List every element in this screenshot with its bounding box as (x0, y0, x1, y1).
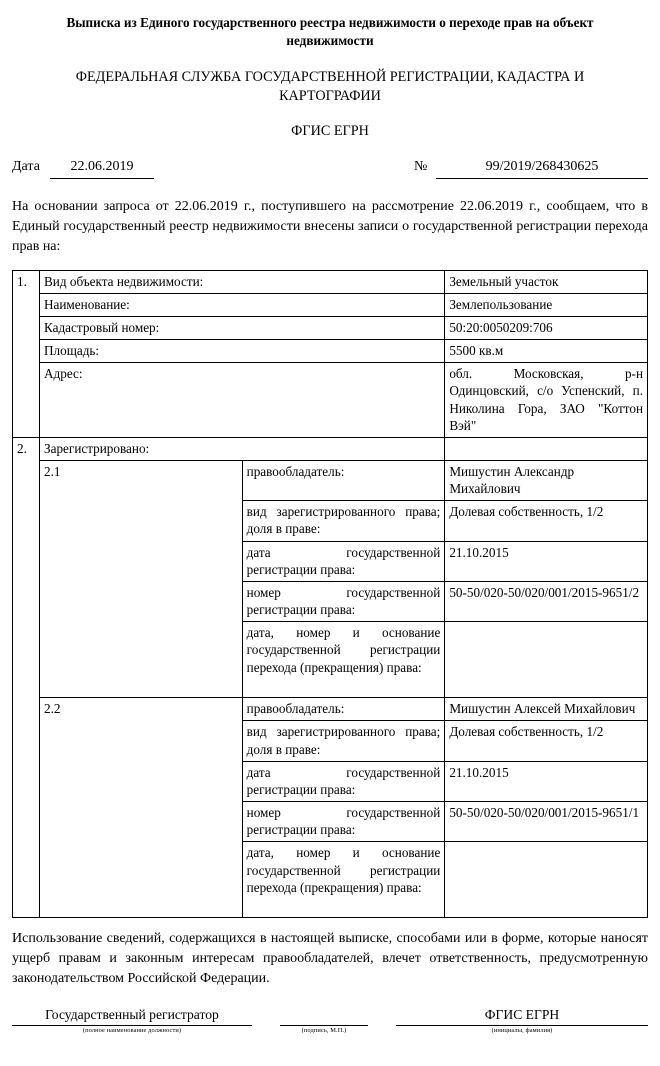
system-name: ФГИС ЕГРН (291, 122, 369, 139)
row-value: Долевая собственность, 1/2 (445, 721, 648, 761)
row-value: 50-50/020-50/020/001/2015-9651/2 (445, 581, 648, 621)
organization-name: ФЕДЕРАЛЬНАЯ СЛУЖБА ГОСУДАРСТВЕННОЙ РЕГИСТРАЦИИ, КАДАСТРА И КАРТОГРАФИИ (75, 68, 585, 104)
row-label: Адрес: (40, 363, 445, 438)
intro-paragraph: На основании запроса от 22.06.2019 г., поступившего на рассмотрение 22.06.2019 г., сообщаем, что в Единый государственный реестр недвижимости внесены записи о государственной регистрации перехода прав на: (12, 198, 648, 254)
row-label: Кадастровый номер: (40, 316, 445, 339)
holder-index: 2.2 (40, 698, 243, 918)
row-label: правообладатель: (242, 461, 445, 501)
row-label: дата государственной регистрации права: (242, 541, 445, 581)
row-label: Вид объекта недвижимости: (40, 270, 445, 293)
row-label: номер государственной регистрации права: (242, 802, 445, 842)
holder-index: 2.1 (40, 461, 243, 698)
document-title: Выписка из Единого государственного реестра недвижимости о переходе прав на объект недвижимости (66, 15, 594, 48)
registrar-caption: (полное наименование должности) (82, 1026, 182, 1034)
table-row (13, 270, 648, 293)
row-label: правообладатель: (242, 698, 445, 721)
number-label: № (414, 158, 428, 174)
registry-table (12, 270, 648, 919)
date-value: 22.06.2019 (50, 159, 154, 179)
document-page (0, 14, 660, 1066)
row-label: Площадь: (40, 340, 445, 363)
row-value: Мишустин Александр Михайлович (445, 461, 648, 501)
signature-caption: (подпись, М.П.) (301, 1026, 347, 1034)
row-label: дата государственной регистрации права: (242, 761, 445, 801)
row-value (445, 437, 648, 460)
row-value: 21.10.2015 (445, 541, 648, 581)
initials-title: ФГИС ЕГРН (484, 1006, 560, 1022)
table-row (13, 340, 648, 363)
table-row (13, 461, 648, 501)
initials-caption: (инициалы, фамилия) (491, 1026, 553, 1034)
document-meta-row (12, 159, 648, 185)
table-row (13, 316, 648, 339)
number-value: 99/2019/268430625 (436, 159, 648, 179)
section1-index: 1. (13, 270, 40, 437)
row-label: дата, номер и основание государственной регистрации перехода (прекращения) права: (242, 842, 445, 918)
row-value: обл. Московская, р-н Одинцовский, с/о Успенский, п. Николина Гора, ЗАО "Коттон Вэй" (445, 363, 648, 438)
signature-registrar (12, 1006, 252, 1034)
table-row (13, 698, 648, 721)
row-label: номер государственной регистрации права: (242, 581, 445, 621)
row-value: 21.10.2015 (445, 761, 648, 801)
row-label: вид зарегистрированного права; доля в праве: (242, 721, 445, 761)
row-value (445, 842, 648, 918)
table-row (13, 363, 648, 438)
registrar-title: Государственный регистратор (45, 1006, 219, 1022)
section2-index: 2. (13, 437, 40, 918)
row-value: 50:20:0050209:706 (445, 316, 648, 339)
row-value: Долевая собственность, 1/2 (445, 501, 648, 541)
signature-rule (12, 1025, 252, 1026)
row-value: Мишустин Алексей Михайлович (445, 698, 648, 721)
date-label: Дата (12, 158, 40, 174)
row-value (445, 622, 648, 698)
signature-initials-slot (396, 1006, 648, 1034)
table-row (13, 437, 648, 460)
row-label: вид зарегистрированного права; доля в праве: (242, 501, 445, 541)
table-row (13, 293, 648, 316)
row-label: дата, номер и основание государственной регистрации перехода (прекращения) права: (242, 622, 445, 698)
signature-rule (280, 1025, 368, 1026)
row-value: 5500 кв.м (445, 340, 648, 363)
row-label: Наименование: (40, 293, 445, 316)
signature-rule (396, 1025, 648, 1026)
usage-disclaimer: Использование сведений, содержащихся в настоящей выписке, способами или в форме, которые наносят ущерб правам и законным интересам правообладателей, влечет ответственность, предусмотренную законодательством Российской Федерации. (12, 931, 648, 987)
row-value: 50-50/020-50/020/001/2015-9651/1 (445, 802, 648, 842)
row-value: Земельный участок (445, 270, 648, 293)
signature-block (12, 1006, 648, 1048)
row-value: Землепользование (445, 293, 648, 316)
signature-stamp-slot (280, 1006, 368, 1034)
section2-title: Зарегистрировано: (40, 437, 445, 460)
